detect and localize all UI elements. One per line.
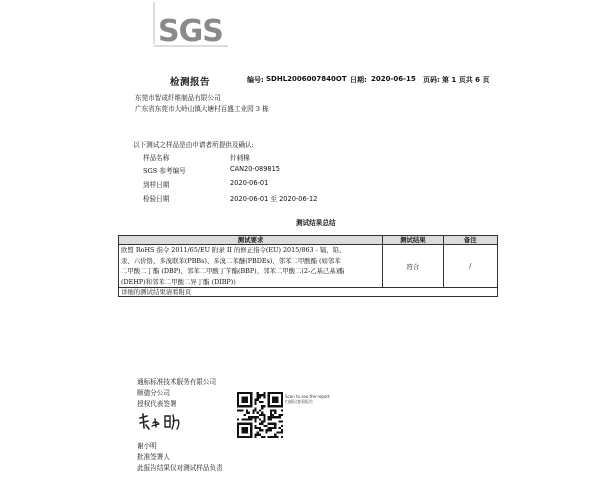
summary-title: 测试结果总结: [296, 219, 336, 227]
report-number-label: 编号:: [247, 76, 264, 84]
result-cell: 符合: [383, 245, 443, 288]
requirement-cell: [119, 245, 383, 288]
report-title: 检测报告: [170, 77, 211, 88]
intro-text: 以下测试之样品是由申请者所提供及确认:: [133, 141, 254, 149]
page-label: 页码:: [423, 76, 440, 84]
received-date: 2020-06-01: [230, 179, 269, 187]
col-header-requirement: 测试要求: [119, 236, 383, 245]
requirement-line: 欧盟 RoHS 指令 2011/65/EU 附录 II 的修正指令(EU) 2015/863 - 镉、铅、: [121, 246, 346, 254]
sgs-ref-label: SGS 参考编号: [143, 167, 186, 175]
page-number: 第 1 页共 6 页: [442, 76, 490, 84]
signatory-company: 通标标准技术服务有限公司: [137, 378, 217, 386]
table-footnote-row: [119, 288, 498, 297]
signatory-role: 批准签署人: [137, 453, 170, 461]
test-period: 2020-06-01 至 2020-06-12: [230, 195, 318, 203]
report-disclaimer: 此报告结果仅对测试样品负责: [137, 464, 223, 472]
svg-text:SGS: SGS: [158, 14, 223, 49]
col-header-note: 备注: [443, 236, 497, 245]
report-date-label: 日期:: [350, 76, 367, 84]
test-period-label: 检验日期: [143, 195, 170, 203]
table-footnote: 详细的测试结果请看附页: [119, 288, 498, 297]
signatory-authorization: 授权代表签署: [137, 400, 177, 408]
requirement-line: 二甲酸二丁酯 (DBP)、邻苯二甲酸丁苄酯(BBP)、邻苯二甲酸二(2-乙基己基)酯: [121, 267, 345, 275]
table-row: [119, 245, 498, 288]
sample-name: 针刺棉: [230, 154, 250, 162]
col-header-result: 测试结果: [383, 236, 443, 245]
requirement-line: (DEHP)和邻苯二甲酸二异丁酯 (DIBP)): [121, 277, 236, 286]
results-summary-table: [118, 235, 498, 297]
report-date: 2020-06-15: [371, 75, 416, 83]
note-cell: /: [443, 245, 497, 288]
qr-code: [237, 392, 283, 438]
client-name: 东莞市智成纤维制品有限公司: [135, 94, 221, 102]
signatory-lab: 顺德分公司: [137, 389, 170, 397]
table-header-row: [119, 236, 498, 245]
qr-caption-line: Scan to see the report: [285, 394, 330, 399]
sgs-logo: [150, 2, 230, 50]
report-number: SDHL2006007840OT: [266, 75, 347, 83]
client-address: 广东省东莞市大岭山镇大塘村百盛工业园 3 栋: [135, 105, 269, 113]
sample-name-label: 样品名称: [143, 154, 170, 162]
qr-caption: [285, 394, 330, 404]
requirement-line: 汞、六价铬、多溴联苯(PBBs)、多溴二苯醚(PBDEs)、邻苯二甲酸酯 (如邻苯: [121, 256, 341, 265]
handwritten-signature: [137, 412, 187, 432]
qr-caption-line: 扫描以查看报告: [285, 399, 313, 404]
signatory-name: 谢小明: [137, 442, 157, 450]
sgs-ref-number: CAN20-089815: [230, 165, 280, 173]
received-date-label: 到样日期: [143, 181, 170, 189]
